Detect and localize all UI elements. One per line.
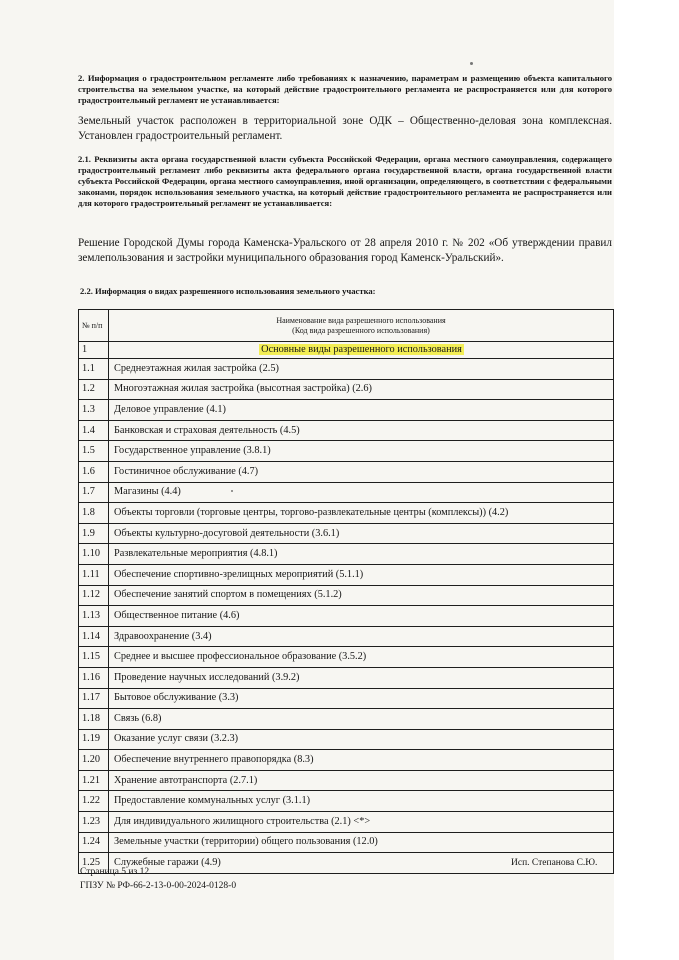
table-row bbox=[79, 750, 614, 771]
row-use-name: Земельные участки (территории) общего пользования (12.0) bbox=[109, 832, 614, 853]
footer-document-number: ГПЗУ № РФ-66-2-13-0-00-2024-0128-0 bbox=[80, 881, 237, 891]
table-header-row bbox=[79, 310, 614, 342]
table-row bbox=[79, 688, 614, 709]
table-row bbox=[79, 461, 614, 482]
header-name-line-2: (Код вида разрешенного использования) bbox=[292, 325, 430, 335]
row-number: 1.11 bbox=[79, 564, 109, 585]
subheader-row bbox=[79, 342, 614, 359]
table-row bbox=[79, 544, 614, 565]
row-use-name: Служебные гаражи (4.9) bbox=[109, 853, 614, 874]
header-number: № п/п bbox=[79, 310, 109, 342]
row-number: 1.13 bbox=[79, 606, 109, 627]
row-number: 1.8 bbox=[79, 503, 109, 524]
row-number: 1.23 bbox=[79, 812, 109, 833]
row-number: 1.2 bbox=[79, 379, 109, 400]
row-number: 1.10 bbox=[79, 544, 109, 565]
row-use-name: Для индивидуального жилищного строительства (2.1) <*> bbox=[109, 812, 614, 833]
row-number: 1.22 bbox=[79, 791, 109, 812]
row-number: 1.19 bbox=[79, 729, 109, 750]
row-use-name: Объекты культурно-досуговой деятельности (3.6.1) bbox=[109, 523, 614, 544]
row-use-name: Развлекательные мероприятия (4.8.1) bbox=[109, 544, 614, 565]
table-row bbox=[79, 667, 614, 688]
section-2-body: Земельный участок расположен в территориальной зоне ОДК – Общественно-деловая зона комплексная. Установлен градостроительный регламент. bbox=[78, 115, 612, 142]
table-row bbox=[79, 420, 614, 441]
table-row bbox=[79, 523, 614, 544]
row-use-name: Среднеэтажная жилая застройка (2.5) bbox=[109, 359, 614, 380]
table-row bbox=[79, 647, 614, 668]
row-number: 1.14 bbox=[79, 626, 109, 647]
subheader-cell bbox=[109, 342, 614, 359]
row-number: 1.17 bbox=[79, 688, 109, 709]
subheader-number: 1 bbox=[79, 342, 109, 359]
table-row bbox=[79, 359, 614, 380]
row-number: 1.3 bbox=[79, 400, 109, 421]
row-use-name: Связь (6.8) bbox=[109, 709, 614, 730]
table-row bbox=[79, 564, 614, 585]
row-use-name: Среднее и высшее профессиональное образование (3.5.2) bbox=[109, 647, 614, 668]
row-number: 1.9 bbox=[79, 523, 109, 544]
row-use-name: Объекты торговли (торговые центры, торгово-развлекательные центры (комплексы)) (4.2) bbox=[109, 503, 614, 524]
row-number: 1.15 bbox=[79, 647, 109, 668]
row-use-name: Банковская и страховая деятельность (4.5) bbox=[109, 420, 614, 441]
scan-speck bbox=[231, 490, 233, 492]
row-use-name: Обеспечение внутреннего правопорядка (8.3) bbox=[109, 750, 614, 771]
row-use-name: Общественное питание (4.6) bbox=[109, 606, 614, 627]
row-use-name: Обеспечение занятий спортом в помещениях (5.1.2) bbox=[109, 585, 614, 606]
table-row bbox=[79, 770, 614, 791]
row-use-name: Магазины (4.4) bbox=[109, 482, 614, 503]
table-row bbox=[79, 606, 614, 627]
table-row bbox=[79, 441, 614, 462]
table-row bbox=[79, 832, 614, 853]
row-use-name: Оказание услуг связи (3.2.3) bbox=[109, 729, 614, 750]
table-row bbox=[79, 482, 614, 503]
row-use-name: Хранение автотранспорта (2.7.1) bbox=[109, 770, 614, 791]
table-row bbox=[79, 729, 614, 750]
section-2-1-heading: 2.1. Реквизиты акта органа государственной власти субъекта Российской Федерации, органа местного самоуправления, содержащего градостроительный регламент либо реквизиты акта федерального органа государственной власти, органа государственной власти субъекта Российской Федерации, органа местного самоуправления, иной организации, определяющего, в соответствии с федеральными законами, порядок использования земельного участка, на который действие градостроительного регламента не распространяется или для которого градостроительный регламент не устанавливается: bbox=[78, 154, 612, 208]
row-use-name: Здравоохранение (3.4) bbox=[109, 626, 614, 647]
row-number: 1.24 bbox=[79, 832, 109, 853]
row-number: 1.16 bbox=[79, 667, 109, 688]
permitted-uses-table bbox=[78, 309, 614, 874]
header-name-line-1: Наименование вида разрешенного использования bbox=[276, 315, 446, 325]
row-use-name: Обеспечение спортивно-зрелищных мероприятий (5.1.1) bbox=[109, 564, 614, 585]
table-row bbox=[79, 400, 614, 421]
row-number: 1.20 bbox=[79, 750, 109, 771]
table-row bbox=[79, 626, 614, 647]
row-use-name: Бытовое обслуживание (3.3) bbox=[109, 688, 614, 709]
row-number: 1.21 bbox=[79, 770, 109, 791]
row-use-name: Проведение научных исследований (3.9.2) bbox=[109, 667, 614, 688]
table-row bbox=[79, 585, 614, 606]
row-use-name: Государственное управление (3.8.1) bbox=[109, 441, 614, 462]
row-number: 1.6 bbox=[79, 461, 109, 482]
header-name bbox=[109, 310, 614, 342]
row-use-name: Предоставление коммунальных услуг (3.1.1) bbox=[109, 791, 614, 812]
row-number: 1.5 bbox=[79, 441, 109, 462]
section-2-2-heading: 2.2. Информация о видах разрешенного использования земельного участка: bbox=[80, 286, 376, 296]
row-use-name: Многоэтажная жилая застройка (высотная застройка) (2.6) bbox=[109, 379, 614, 400]
row-number: 1.7 bbox=[79, 482, 109, 503]
scan-speck bbox=[470, 62, 473, 65]
section-2-1-body: Решение Городской Думы города Каменска-Уральского от 28 апреля 2010 г. № 202 «Об утверждении правил землепользования и застройки муниципального образования город Каменск-Уральский». bbox=[78, 237, 612, 264]
row-use-name: Деловое управление (4.1) bbox=[109, 400, 614, 421]
section-2-heading: 2. Информация о градостроительном регламенте либо требованиях к назначению, параметрам и размещению объекта капитального строительства на земельном участке, на который действие градостроительного регламента не распространяется или для которого градостроительный регламент не устанавливается: bbox=[78, 73, 612, 105]
table-row bbox=[79, 503, 614, 524]
table-row bbox=[79, 791, 614, 812]
table-row bbox=[79, 812, 614, 833]
row-use-name: Гостиничное обслуживание (4.7) bbox=[109, 461, 614, 482]
row-number: 1.4 bbox=[79, 420, 109, 441]
table-row bbox=[79, 709, 614, 730]
row-number: 1.25 bbox=[79, 853, 109, 874]
row-number: 1.1 bbox=[79, 359, 109, 380]
row-number: 1.12 bbox=[79, 585, 109, 606]
row-number: 1.18 bbox=[79, 709, 109, 730]
table-row bbox=[79, 379, 614, 400]
scan-margin bbox=[614, 0, 679, 960]
subheader-label: Основные виды разрешенного использования bbox=[261, 344, 462, 355]
footer-page-number: Страница 5 из 12 bbox=[80, 867, 150, 877]
footer-executor: Исп. Степанова С.Ю. bbox=[511, 858, 598, 868]
